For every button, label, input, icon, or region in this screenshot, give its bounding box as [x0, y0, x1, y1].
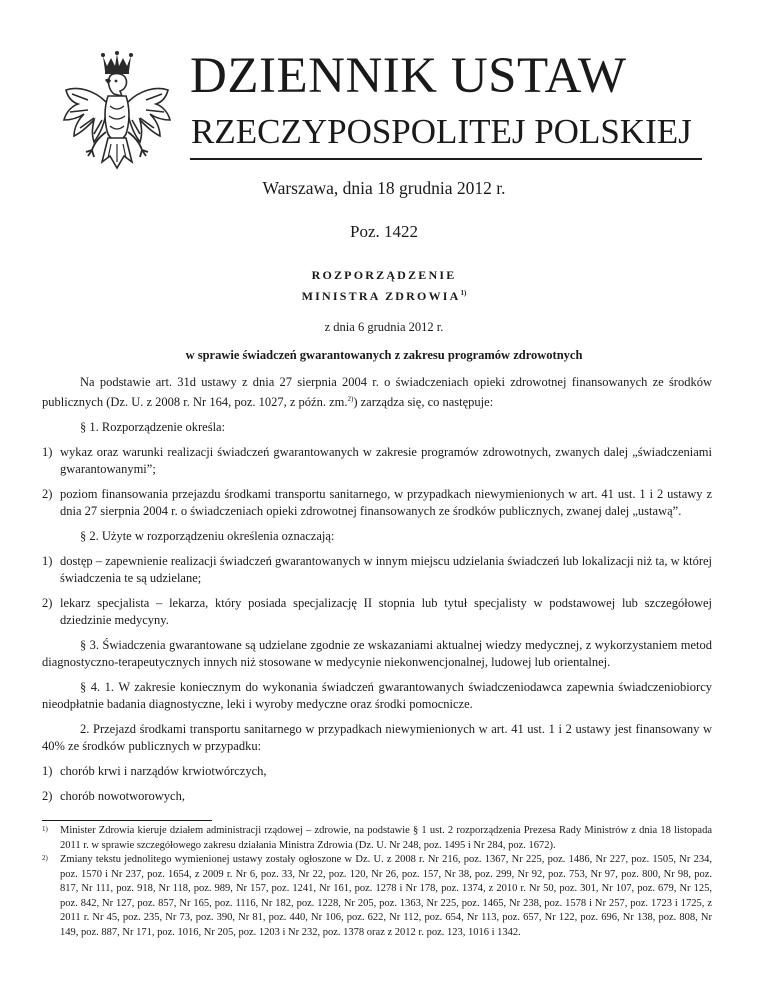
act-subject: w sprawie świadczeń gwarantowanych z zakresu programów zdrowotnych	[185, 348, 583, 362]
list-item	[42, 444, 712, 478]
section-2-intro: § 2. Użyte w rozporządzeniu określenia oznaczają:	[80, 529, 335, 543]
issuer-footnote-mark: 1)	[460, 289, 467, 297]
list-item	[42, 595, 712, 629]
issuer-name: MINISTRA ZDROWIA	[301, 289, 461, 303]
act-body	[42, 374, 712, 813]
list-item	[42, 486, 712, 520]
list-item-number: 1)	[42, 445, 53, 459]
list-item-text: chorób krwi i narządów krwiotwórczych,	[60, 764, 267, 778]
list-item-text: chorób nowotworowych,	[60, 789, 185, 803]
journal-title: DZIENNIK USTAW	[190, 48, 627, 104]
list-item-text: lekarz specjalista – lekarza, który posiada specjalizację II stopnia lub tytuł specjalisty w podstawowej lub szczegółowej dziedzinie medycyny.	[60, 596, 712, 627]
footnote-text: Minister Zdrowia kieruje działem administracji rządowej – zdrowie, na podstawie § 1 ust. 2 rozporządzenia Prezesa Rady Ministrów z dnia 18 listopada 2011 r. w sprawie szczegółowego zakresu działania Ministra Zdrowia (Dz. U. Nr 248, poz. 1495 i Nr 284, poz. 1672).	[60, 825, 712, 851]
footnote	[42, 853, 712, 940]
footnote-divider	[42, 820, 212, 821]
header-rule	[190, 158, 702, 160]
footnote-mark: 2)	[42, 854, 48, 862]
issued-date: z dnia 6 grudnia 2012 r.	[324, 320, 444, 334]
footnotes	[42, 824, 712, 940]
footnote-mark: 1)	[42, 825, 48, 833]
list-item	[42, 788, 712, 805]
list-item-number: 2)	[42, 789, 53, 803]
publication-date: Warszawa, dnia 18 grudnia 2012 r.	[262, 178, 506, 198]
act-type: ROZPORZĄDZENIE	[311, 268, 457, 282]
list-item-text: poziom finansowania przejazdu środkami transportu sanitarnego, w przypadkach niewymienionych w art. 41 ust. 1 i 2 ustawy z dnia 27 sierpnia 2004 r. o świadczeniach opieki zdrowotnej finansowanych ze środków publicznych, zwanej dalej „ustawą”.	[60, 487, 712, 518]
preamble-footnote-mark: 2)	[347, 395, 354, 403]
footnote	[42, 824, 712, 853]
list-item	[42, 553, 712, 587]
list-item	[42, 763, 712, 780]
footnote-text: Zmiany tekstu jednolitego wymienionej ustawy zostały ogłoszone w Dz. U. z 2008 r. Nr 216, poz. 1367, Nr 225, poz. 1486, Nr 227, poz. 1505, Nr 234, poz. 1570 i Nr 237, poz. 1654, z 2009 r. Nr 6, poz. 33, Nr 22, poz. 120, Nr 26, poz. 157, Nr 38, poz. 299, Nr 92, poz. 753, Nr 97, poz. 800, Nr 98, poz. 817, Nr 111, poz. 918, Nr 118, poz. 989, Nr 157, poz. 1241, Nr 161, poz. 1278 i Nr 178, poz. 1374, z 2010 r. Nr 50, poz. 301, Nr 107, poz. 679, Nr 125, poz. 842, Nr 127, poz. 857, Nr 165, poz. 1116, Nr 182, poz. 1228, Nr 205, poz. 1363, Nr 225, poz. 1465, Nr 238, poz. 1578 i Nr 257, poz. 1723 i 1725, z 2011 r. Nr 45, poz. 235, Nr 73, poz. 390, Nr 81, poz. 440, Nr 106, poz. 622, Nr 112, poz. 654, Nr 113, poz. 657, Nr 122, poz. 696, Nr 138, poz. 808, Nr 149, poz. 887, Nr 171, poz. 1016, Nr 205, poz. 1203 i Nr 232, poz. 1378 oraz z 2012 r. poz. 123, 1016 i 1342.	[60, 854, 712, 938]
preamble-text-before: Na podstawie art. 31d ustawy z dnia 27 sierpnia 2004 r. o świadczeniach opieki zdrowotnej finansowanych ze środków publicznych (Dz. U. z 2008 r. Nr 164, poz. 1027, z późn. zm.	[42, 375, 712, 409]
journal-subtitle: RZECZYPOSPOLITEJ POLSKIEJ	[191, 112, 692, 151]
list-item-number: 1)	[42, 764, 53, 778]
position-number: Poz. 1422	[350, 222, 418, 241]
white-eagle-emblem-icon	[58, 50, 176, 178]
section-3: § 3. Świadczenia gwarantowane są udzielane zgodnie ze wskazaniami aktualnej wiedzy medycznej, z wykorzystaniem metod diagnostyczno-terapeutycznych innych niż stosowane w medycynie niekonwencjonalnej, ludowej lub orientalnej.	[42, 638, 712, 669]
act-issuer	[0, 289, 768, 304]
list-item-text: dostęp – zapewnienie realizacji świadczeń gwarantowanych w innym miejscu udzielania świadczeń lub lokalizacji niż ta, w której świadczenia te są udzielane;	[60, 554, 712, 585]
list-item-number: 2)	[42, 487, 53, 501]
section-1-intro: § 1. Rozporządzenie określa:	[80, 420, 226, 434]
list-item-number: 2)	[42, 596, 53, 610]
section-4-paragraph-1: § 4. 1. W zakresie koniecznym do wykonania świadczeń gwarantowanych świadczeniodawca zapewnia świadczeniobiorcy nieodpłatnie badania diagnostyczne, leki i wyroby medyczne oraz środki pomocnicze.	[42, 680, 712, 711]
preamble	[42, 374, 712, 411]
preamble-text-after: ) zarządza się, co następuje:	[353, 395, 494, 409]
list-item-text: wykaz oraz warunki realizacji świadczeń gwarantowanych w zakresie programów zdrowotnych, zwanych dalej „świadczeniami gwarantowanymi”;	[60, 445, 712, 476]
list-item-number: 1)	[42, 554, 53, 568]
section-4-paragraph-2: 2. Przejazd środkami transportu sanitarnego w przypadkach niewymienionych w art. 41 ust. 1 i 2 ustawy jest finansowany w 40% ze środków publicznych w przypadku:	[42, 722, 712, 753]
